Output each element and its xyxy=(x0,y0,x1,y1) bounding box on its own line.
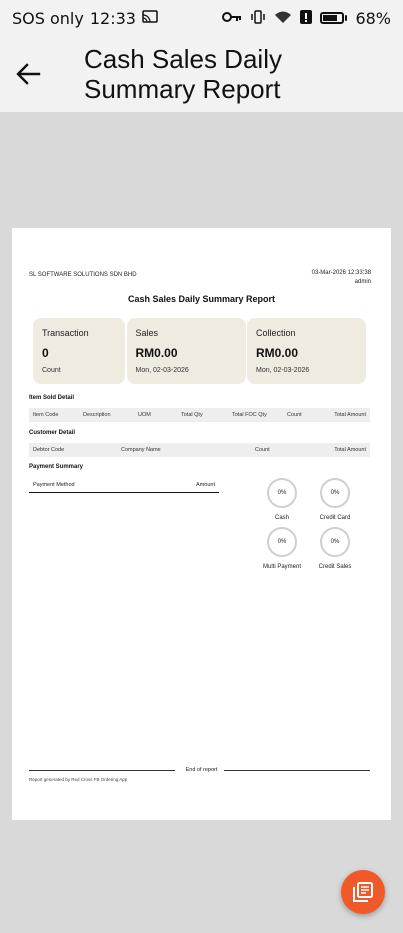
report-title: Cash Sales Daily Summary Report xyxy=(127,294,276,304)
battery-icon xyxy=(320,12,347,24)
card-label: Collection xyxy=(256,328,296,338)
report-user: admin xyxy=(354,279,371,285)
report-sheet[interactable] xyxy=(12,228,391,820)
wifi-icon xyxy=(274,10,292,27)
card-value: 0 xyxy=(42,346,49,360)
column-header: Payment Method xyxy=(33,482,75,488)
key-icon xyxy=(222,11,242,26)
column-header: Item Code xyxy=(33,412,59,418)
card-label: Sales xyxy=(135,328,159,338)
footer-note: Report generated by Red Cross FB Ordering App xyxy=(29,777,128,782)
arrow-left-icon xyxy=(15,62,41,86)
donut-chart: 0% xyxy=(320,478,350,508)
time-text: 12:33 xyxy=(89,8,136,28)
vibrate-icon xyxy=(250,10,266,27)
company-name: SL SOFTWARE SOLUTIONS SDN BHD xyxy=(29,272,137,278)
report-meta xyxy=(312,269,371,287)
report-list-icon xyxy=(352,881,374,903)
donut-cash xyxy=(257,478,307,521)
donut-label: Credit Sales xyxy=(318,564,352,570)
card-sub: Count xyxy=(42,367,61,374)
battery-percent: 68% xyxy=(355,8,391,28)
sales-card xyxy=(127,318,246,384)
card-sub: Mon, 02-03-2026 xyxy=(256,367,310,374)
customer-table-header xyxy=(29,443,370,457)
carrier-text: SOS only xyxy=(12,8,84,28)
column-header: Total Amount xyxy=(334,447,366,453)
status-right xyxy=(222,9,391,28)
end-of-report-text: End of report xyxy=(185,767,218,773)
donut-label: Multi Payment xyxy=(262,564,301,570)
cast-icon xyxy=(142,10,158,27)
battery-fill xyxy=(323,15,337,21)
report-list-button[interactable] xyxy=(341,870,385,914)
donut-chart: 0% xyxy=(267,478,297,508)
card-value: RM0.00 xyxy=(256,346,299,360)
customer-detail-title: Customer Detail xyxy=(29,430,76,436)
page-title: Cash Sales Daily Summary Report xyxy=(84,44,282,104)
column-header: Total Amount xyxy=(334,412,366,418)
app-bar xyxy=(0,36,403,112)
item-sold-table-header xyxy=(29,408,370,422)
column-header: Debtor Code xyxy=(33,447,65,453)
donut-label: Credit Card xyxy=(319,515,351,521)
donut-chart: 0% xyxy=(267,527,297,557)
donut-label: Cash xyxy=(274,515,289,521)
status-bar xyxy=(0,0,403,36)
alert-icon xyxy=(300,10,312,27)
summary-cards xyxy=(33,318,366,384)
donut-multi-payment xyxy=(257,527,307,570)
card-value: RM0.00 xyxy=(135,346,178,360)
donut-credit-sales xyxy=(310,527,360,570)
column-header: Company Name xyxy=(121,447,161,453)
column-header: Description xyxy=(83,412,111,418)
column-header: Count xyxy=(255,447,270,453)
report-datetime: 03-Mar-2026 12:33:38 xyxy=(311,270,371,276)
payment-summary-title: Payment Summary xyxy=(29,464,84,470)
back-button[interactable] xyxy=(8,54,48,94)
column-header: Total Qty xyxy=(181,412,203,418)
column-header: Total FOC Qty xyxy=(232,412,267,418)
donut-credit-card xyxy=(310,478,360,521)
payment-table-header xyxy=(29,480,219,493)
status-left xyxy=(12,9,158,28)
donut-chart: 0% xyxy=(320,527,350,557)
divider xyxy=(224,770,370,771)
column-header: Count xyxy=(287,412,302,418)
transaction-card xyxy=(33,318,125,384)
collection-card xyxy=(247,318,366,384)
column-header: Amount xyxy=(196,482,215,488)
column-header: UOM xyxy=(138,412,151,418)
item-sold-title: Item Sold Detail xyxy=(29,395,75,401)
card-sub: Mon, 02-03-2026 xyxy=(135,367,189,374)
card-label: Transaction xyxy=(42,328,89,338)
